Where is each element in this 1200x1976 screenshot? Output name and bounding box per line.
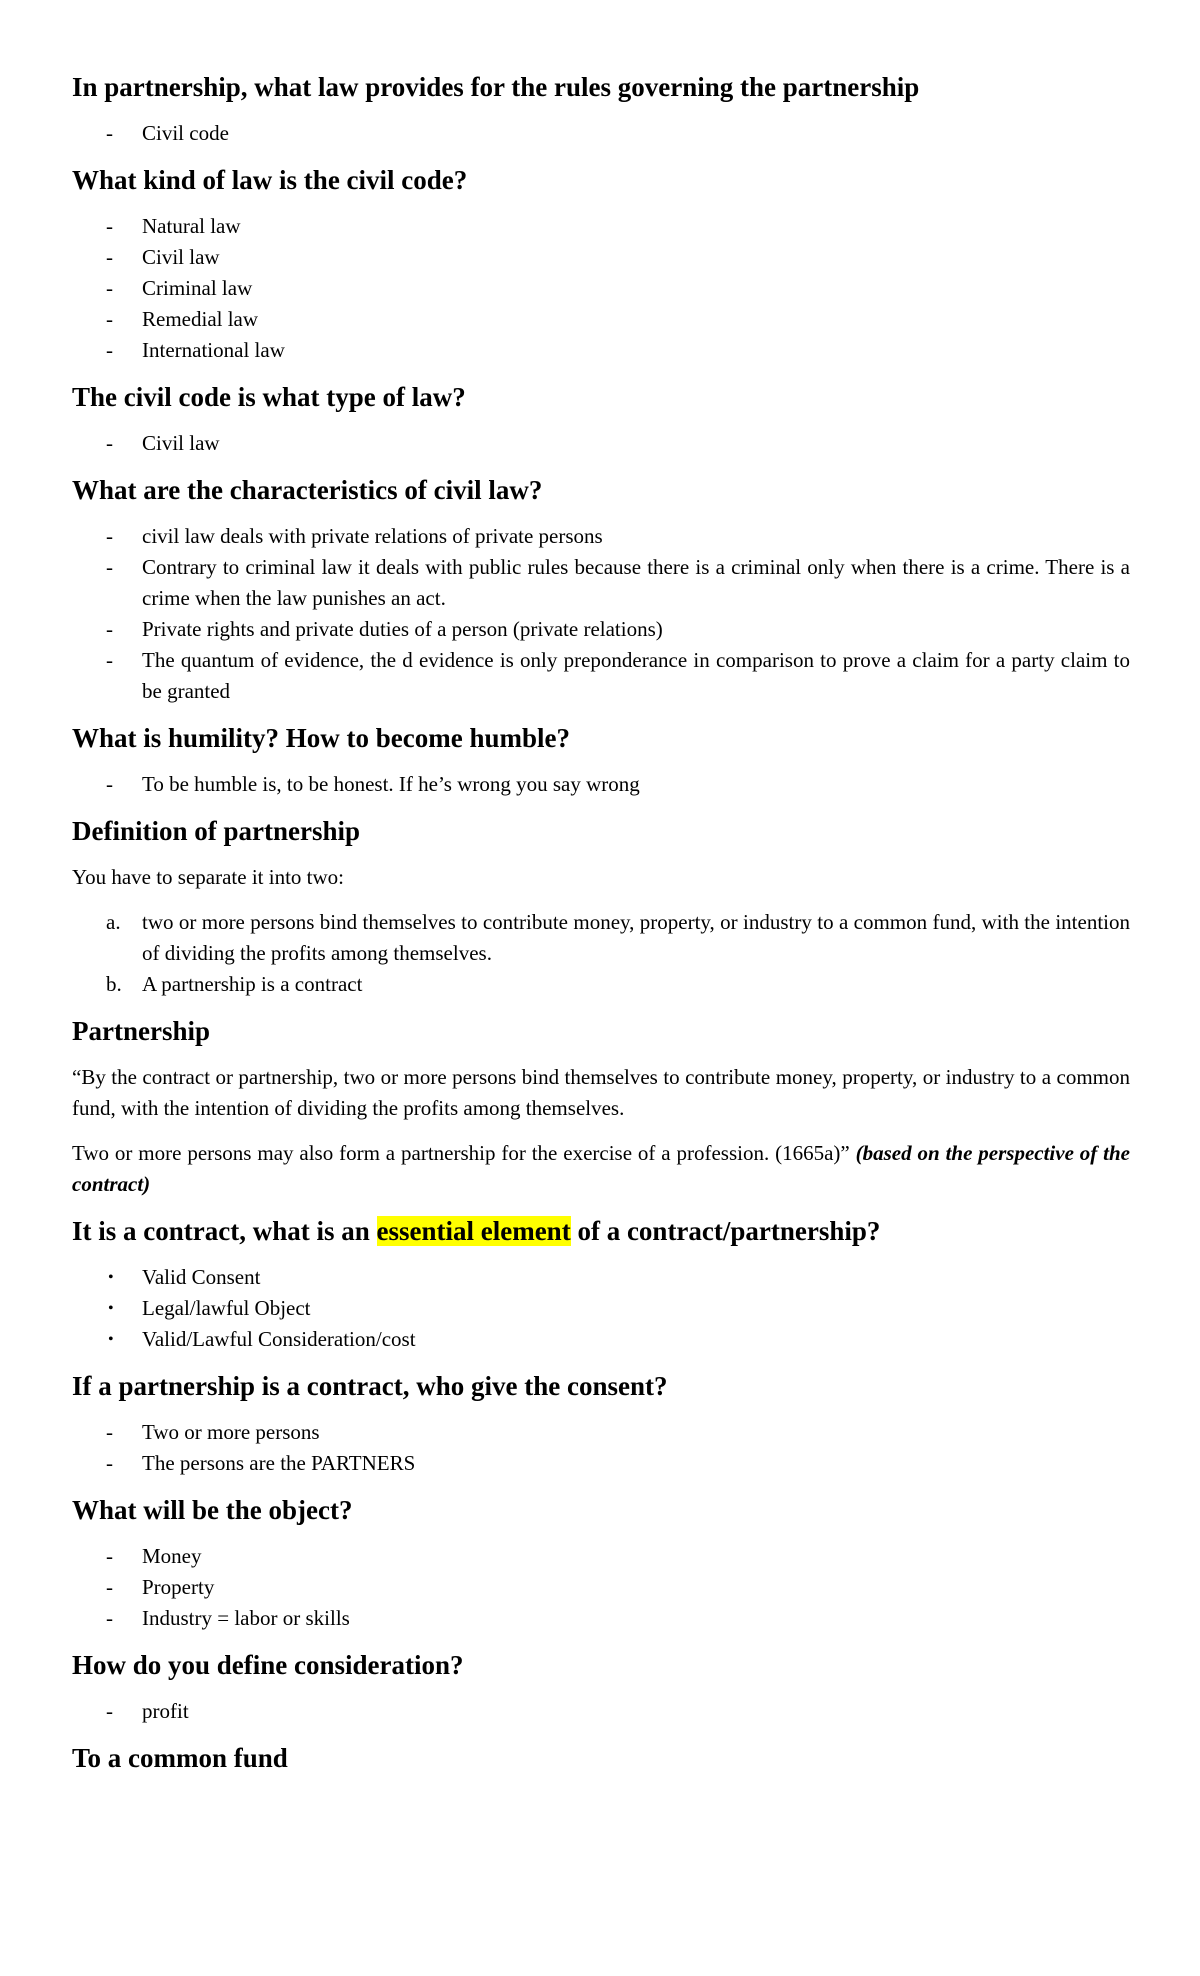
bullet-list <box>72 1262 1130 1355</box>
section-heading: What will be the object? <box>72 1495 353 1525</box>
dash-marker: - <box>106 431 113 455</box>
dash-marker: - <box>106 1451 113 1475</box>
letter-marker: a. <box>106 910 121 934</box>
dash-marker: - <box>106 214 113 238</box>
section-heading: Partnership <box>72 1016 210 1046</box>
answer-list <box>72 521 1130 707</box>
section-heading: In partnership, what law provides for the rules governing the partnership <box>72 72 920 102</box>
list-item: - Civil law <box>72 242 1130 273</box>
dash-marker: - <box>106 1575 113 1599</box>
list-item: • Valid/Lawful Consideration/cost <box>72 1324 1130 1355</box>
list-item: - Two or more persons <box>72 1417 1130 1448</box>
section-heading: What are the characteristics of civil law? <box>72 475 543 505</box>
answer-list <box>72 118 1130 149</box>
list-item: - Contrary to criminal law it deals with public rules because there is a criminal only when there is a crime. There is a crime when the law punishes an act. <box>72 552 1130 614</box>
section-heading: What is humility? How to become humble? <box>72 723 571 753</box>
section-heading: Definition of partnership <box>72 816 361 846</box>
list-item: - Civil code <box>72 118 1130 149</box>
section-heading: It is a contract, what is an essential element of a contract/partnership? <box>72 1216 881 1246</box>
quote-paragraph: “By the contract or partnership, two or more persons bind themselves to contribute money, property, or industry to a common fund, with the intention of dividing the profits among themselves. <box>72 1065 1130 1120</box>
list-item: - Criminal law <box>72 273 1130 304</box>
list-item: - International law <box>72 335 1130 366</box>
section-heading: If a partnership is a contract, who give the consent? <box>72 1371 668 1401</box>
list-item: - Money <box>72 1541 1130 1572</box>
dash-marker: - <box>106 1420 113 1444</box>
answer-list <box>72 769 1130 800</box>
list-item: - Civil law <box>72 428 1130 459</box>
answer-list <box>72 1541 1130 1634</box>
list-item: • Legal/lawful Object <box>72 1293 1130 1324</box>
emphasis-note: (based on the perspective of the contract) <box>72 1141 1130 1196</box>
section-heading: The civil code is what type of law? <box>72 382 466 412</box>
list-item: - To be humble is, to be honest. If he’s wrong you say wrong <box>72 769 1130 800</box>
answer-list <box>72 1696 1130 1727</box>
list-item: b. A partnership is a contract <box>72 969 1130 1000</box>
bullet-marker: • <box>108 1331 114 1348</box>
dash-marker: - <box>106 1544 113 1568</box>
list-item: - profit <box>72 1696 1130 1727</box>
answer-list <box>72 428 1130 459</box>
answer-list <box>72 1417 1130 1479</box>
section-heading: How do you define consideration? <box>72 1650 464 1680</box>
list-item: - The quantum of evidence, the d evidence is only preponderance in comparison to prove a claim for a party claim to be granted <box>72 645 1130 707</box>
dash-marker: - <box>106 555 113 579</box>
list-item: - Industry = labor or skills <box>72 1603 1130 1634</box>
list-item: - Private rights and private duties of a person (private relations) <box>72 614 1130 645</box>
dash-marker: - <box>106 617 113 641</box>
bullet-marker: • <box>108 1269 114 1286</box>
dash-marker: - <box>106 121 113 145</box>
dash-marker: - <box>106 307 113 331</box>
quote-paragraph: Two or more persons may also form a partnership for the exercise of a profession. (1665a)” (based on the perspective of the contract) <box>72 1141 1130 1196</box>
dash-marker: - <box>106 1699 113 1723</box>
section-heading: To a common fund <box>72 1743 288 1773</box>
list-item: a. two or more persons bind themselves to contribute money, property, or industry to a common fund, with the intention of dividing the profits among themselves. <box>72 907 1130 969</box>
section-heading: What kind of law is the civil code? <box>72 165 468 195</box>
lettered-list <box>72 907 1130 1000</box>
highlighted-phrase: essential element <box>376 1216 571 1246</box>
dash-marker: - <box>106 772 113 796</box>
dash-marker: - <box>106 245 113 269</box>
list-item: - Natural law <box>72 211 1130 242</box>
dash-marker: - <box>106 338 113 362</box>
list-item: - civil law deals with private relations of private persons <box>72 521 1130 552</box>
list-item: - The persons are the PARTNERS <box>72 1448 1130 1479</box>
intro-paragraph: You have to separate it into two: <box>72 865 344 889</box>
answer-list <box>72 211 1130 366</box>
dash-marker: - <box>106 1606 113 1630</box>
list-item: • Valid Consent <box>72 1262 1130 1293</box>
bullet-marker: • <box>108 1300 114 1317</box>
list-item: - Remedial law <box>72 304 1130 335</box>
dash-marker: - <box>106 648 113 672</box>
list-item: - Property <box>72 1572 1130 1603</box>
letter-marker: b. <box>106 972 122 996</box>
dash-marker: - <box>106 276 113 300</box>
dash-marker: - <box>106 524 113 548</box>
